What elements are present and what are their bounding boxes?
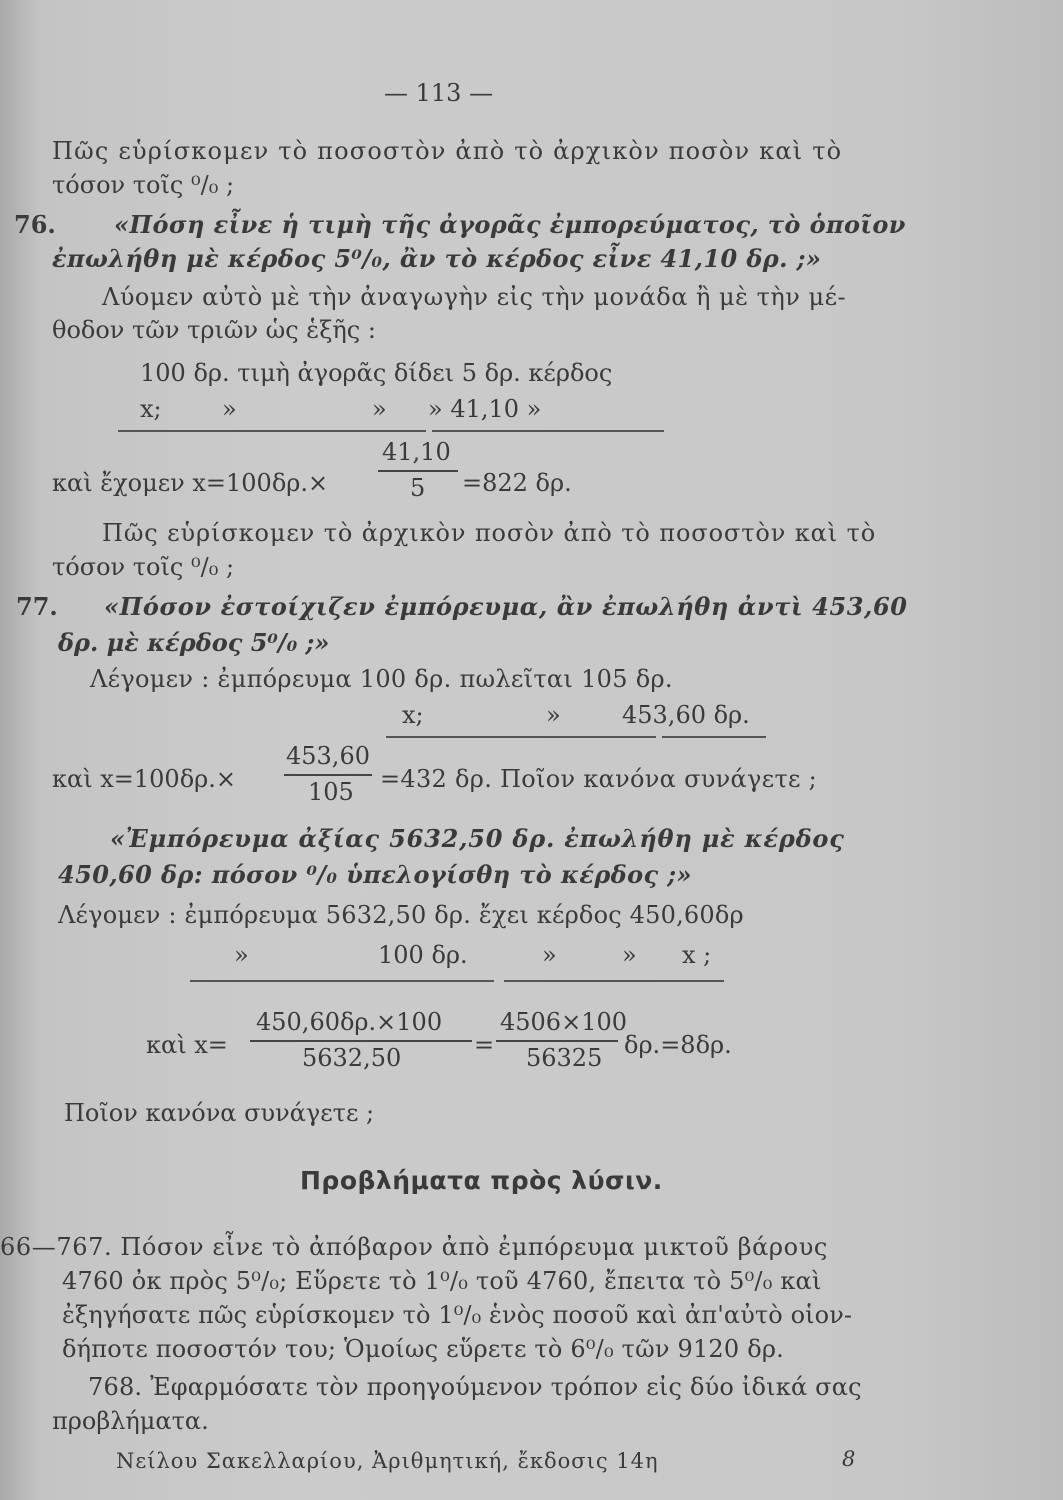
page-number: — 113 — [384,79,494,107]
problem-767-line-2: 4760 ὀκ πρὸς 5⁰/₀; Εὕρετε τὸ 1⁰/₀ τοῦ 4760, ἔπειτα τὸ 5⁰/₀ καὶ [62,1267,822,1295]
paragraph-1-line-1: Πῶς εὑρίσκομεν τὸ ποσοστὸν ἀπὸ τὸ ἀρχικὸν ποσὸν καὶ τὸ [52,137,843,165]
section-78-proportion-value: 100 δρ. [378,941,468,969]
section-76-proportion-row-1: 100 δρ. τιμὴ ἀγορᾶς δίδει 5 δρ. κέρδος [140,359,613,387]
problems-title: Προβλήματα πρὸς λύσιν. [300,1166,663,1195]
section-76-rule-left [118,430,426,432]
section-78-rule-right [504,980,724,982]
section-78-question: Ποῖον κανόνα συνάγετε ; [64,1099,375,1127]
section-76-proportion-value: » 41,10 » [428,395,542,423]
section-76-fraction-denominator: 5 [410,474,426,502]
section-77-fraction-numerator: 453,60 [286,742,370,770]
section-77-ditto: » [546,701,561,729]
section-78-fraction-2 [496,1008,627,1078]
section-78-equals: = [474,1031,495,1059]
paragraph-1-line-2: τόσον τοῖς ⁰/₀ ; [52,171,235,199]
paragraph-2-line-1: Πῶς εὑρίσκομεν τὸ ἀρχικὸν ποσὸν ἀπὸ τὸ ποσοστὸν καὶ τὸ [102,519,877,547]
section-78-fraction-1 [250,1008,474,1078]
footer-credit: Νείλου Σακελλαρίου, Ἀριθμητική, ἔκδοσις 14η [116,1449,659,1473]
section-77-fraction-bar [284,774,372,776]
section-78-rule-left [190,980,494,982]
problem-767-line-3: ἐξηγήσατε πῶς εὑρίσκομεν τὸ 1⁰/₀ ἑνὸς ποσοῦ καὶ ἀπ'αὐτὸ οἱον- [62,1301,853,1329]
section-77-rule-right [662,736,766,738]
section-78-fraction-1-bar [250,1040,472,1042]
section-78-fraction-2-denominator: 56325 [526,1044,603,1072]
problem-767-line-1: 66—767. Πόσον εἶνε τὸ ἀπόβαρον ἀπὸ ἐμπόρευμα μικτοῦ βάρους [0,1233,828,1261]
section-78-fraction-1-denominator: 5632,50 [302,1044,402,1072]
section-76-result-prefix: καὶ ἔχομεν x=100δρ.× [52,469,329,497]
section-78-ditto-2: » [542,941,557,969]
section-78-text-line-1: Λέγομεν : ἐμπόρευμα 5632,50 δρ. ἔχει κέρδος 450,60δρ [58,901,744,929]
section-76-ditto-1: » [222,395,237,423]
section-77-proportion-value: 453,60 δρ. [622,701,750,729]
section-76-number: 76. [14,210,56,239]
section-78-result-suffix: δρ.=8δρ. [624,1031,732,1059]
section-78-fraction-1-numerator: 450,60δρ.×100 [256,1008,443,1036]
section-78-fraction-2-numerator: 4506×100 [500,1008,627,1036]
section-77-fraction [284,742,374,812]
section-77-problem-line-1: «Πόσον ἐστοίχιζεν ἐμπόρευμα, ἂν ἐπωλήθη ἀντὶ 453,60 [104,592,908,621]
section-77-result-suffix: =432 δρ. Ποῖον κανόνα συνάγετε ; [380,765,818,793]
section-76-fraction-numerator: 41,10 [382,438,451,466]
section-77-fraction-denominator: 105 [308,778,354,806]
section-76-fraction [378,438,460,508]
section-77-proportion-x: x; [402,701,424,729]
section-76-text-line-2: θοδον τῶν τριῶν ὡς ἑξῆς : [52,316,376,344]
problem-768-line-2: προβλήματα. [52,1407,209,1435]
section-77-number: 77. [16,592,58,621]
footer-sheet-number: 8 [842,1447,857,1471]
section-77-text-line-1: Λέγομεν : ἐμπόρευμα 100 δρ. πωλεῖται 105 δρ. [90,665,673,693]
section-78-fraction-2-bar [496,1040,618,1042]
section-77-result-prefix: καὶ x=100δρ.× [52,765,236,793]
section-76-text-line-1: Λύομεν αὐτὸ μὲ τὴν ἀναγωγὴν εἰς τὴν μονάδα ἢ μὲ τὴν μέ- [102,283,847,311]
section-78-result-prefix: καὶ x= [146,1031,228,1059]
paragraph-2-line-2: τόσον τοῖς ⁰/₀ ; [52,553,235,581]
section-78-problem-line-1: «Ἐμπόρευμα ἀξίας 5632,50 δρ. ἐπωλήθη μὲ κέρδος [110,824,845,853]
section-78-problem-line-2: 450,60 δρ: πόσον ⁰/₀ ὑπελογίσθη τὸ κέρδος ;» [58,860,692,889]
section-78-ditto-3: » [622,941,637,969]
section-76-ditto-2: » [372,395,387,423]
section-77-problem-line-2: δρ. μὲ κέρδος 5⁰/₀ ;» [58,628,330,657]
section-76-proportion-x: x; [140,395,162,423]
section-76-fraction-bar [378,470,458,472]
section-76-rule-right [432,430,664,432]
problem-767-line-4: δήποτε ποσοστόν του; Ὁμοίως εὕρετε τὸ 6⁰/₀ τῶν 9120 δρ. [62,1335,784,1363]
section-77-rule-left [386,736,656,738]
problem-768-line-1: 768. Ἐφαρμόσατε τὸν προηγούμενον τρόπον εἰς δύο ἰδικά σας [88,1373,862,1401]
section-76-problem-line-1: «Πόση εἶνε ἡ τιμὴ τῆς ἀγορᾶς ἐμπορεύματος, τὸ ὁποῖον [114,210,906,239]
section-76-problem-line-2: ἐπωλήθη μὲ κέρδος 5⁰/₀, ἂν τὸ κέρδος εἶνε 41,10 δρ. ;» [52,244,822,273]
section-78-ditto-1: » [234,941,249,969]
section-78-proportion-x: x ; [682,941,712,969]
section-76-result-suffix: =822 δρ. [462,469,572,497]
